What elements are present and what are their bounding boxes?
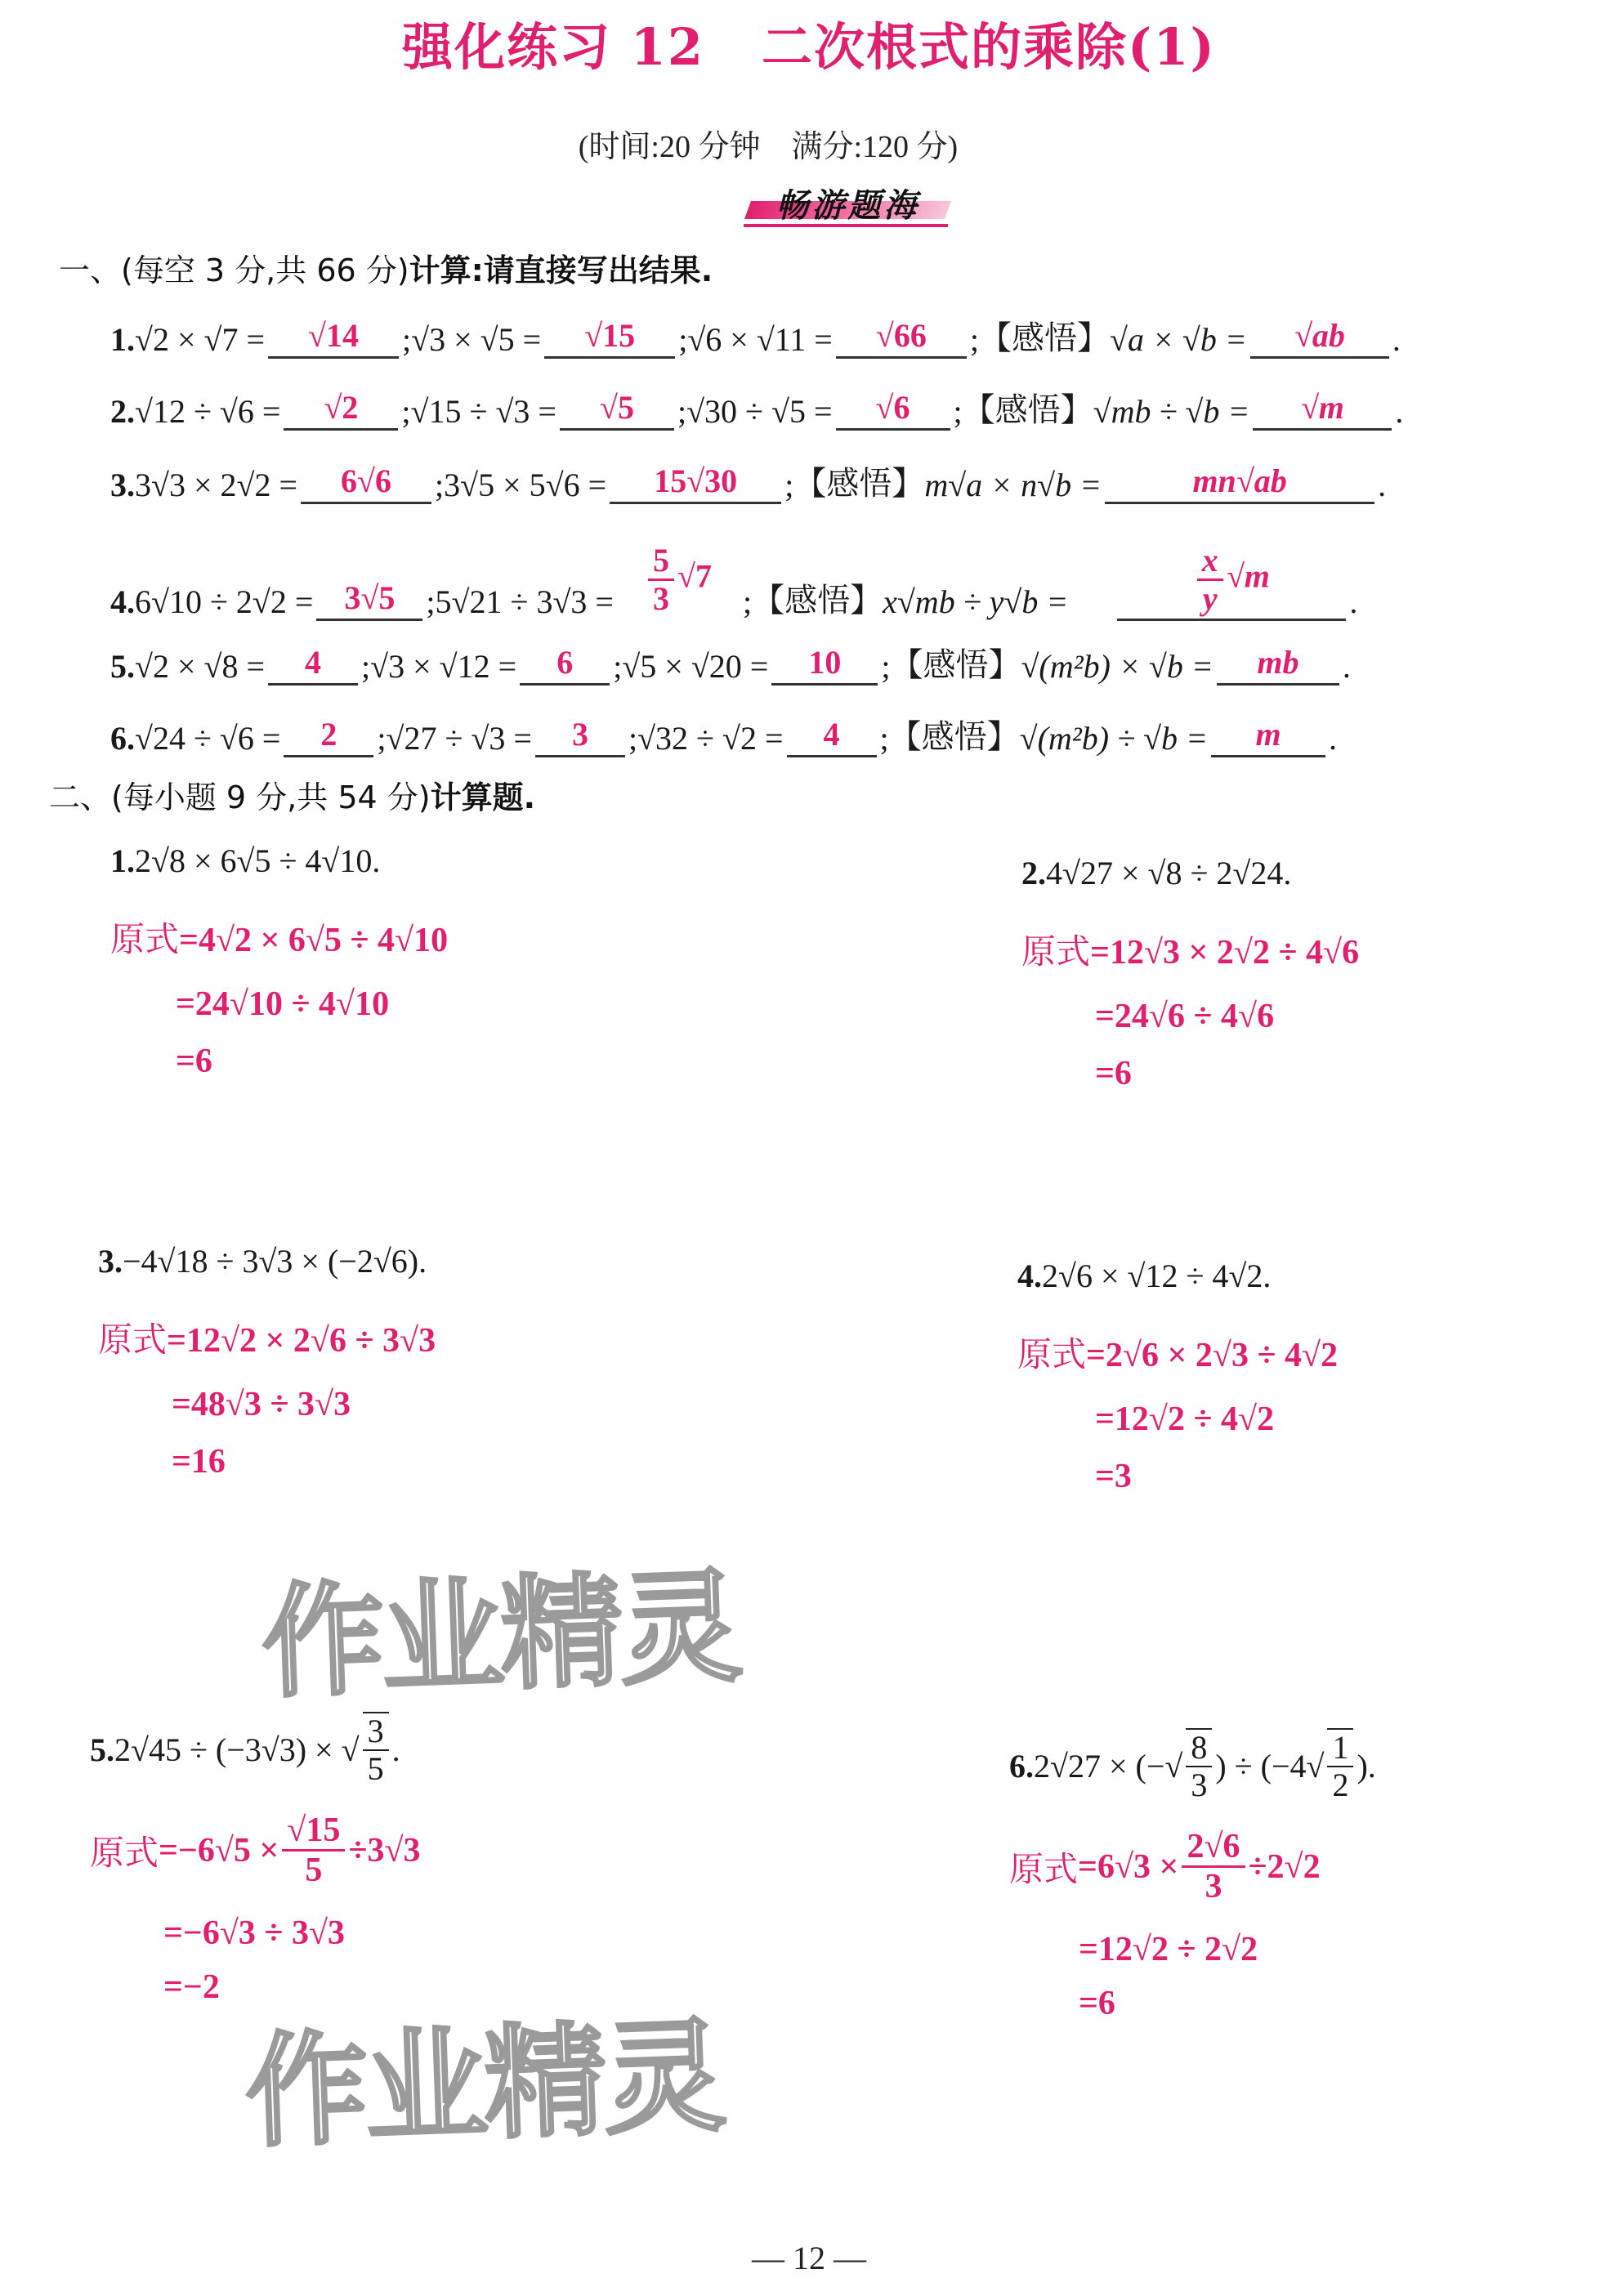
solution-label: 原式 (1009, 1848, 1079, 1889)
title-left: 强化练习 12 (402, 17, 705, 77)
badge-text: 畅游题海 (775, 187, 920, 225)
denominator: 3 (652, 580, 669, 617)
title-right: 二次根式的乘除(1) (762, 17, 1216, 77)
answer-blank[interactable]: √14 (268, 316, 399, 359)
watermark: 作业精灵 (259, 1556, 742, 1716)
expr: √2 × √7 = (135, 321, 266, 358)
denominator: 3 (1205, 1868, 1222, 1906)
expr: √24 ÷ √6 = (135, 720, 281, 757)
answer-blank[interactable]: 6 (520, 643, 610, 686)
problem-expr: 2√45 ÷ (−3√3) × √ (114, 1731, 360, 1768)
insight-expr: x√mb ÷ y√b = (883, 583, 1069, 620)
expr: 3√5 × 5√6 = (444, 467, 607, 503)
problem-6 (1009, 1728, 1376, 2023)
time-info: (时间:20 分钟 满分:120 分) (578, 130, 959, 164)
problem-expr: 2√27 × (−√ (1034, 1747, 1183, 1785)
answer-blank[interactable]: 4 (268, 643, 358, 686)
insight-label: 【感悟】 (793, 465, 925, 503)
numerator: 2√6 (1182, 1828, 1245, 1868)
problem-number: 5. (90, 1731, 114, 1768)
section1-heading-prefix: 一、(每空 3 分,共 66 分) (59, 252, 409, 288)
row-number: 1. (110, 321, 135, 358)
solution-step: =6√3 × (1078, 1847, 1179, 1886)
row-number: 3. (110, 467, 135, 503)
numerator: 8 (1186, 1730, 1212, 1767)
answer-blank[interactable]: √2 (284, 388, 398, 431)
fraction (282, 1811, 345, 1889)
solution-step: =12√2 ÷ 4√2 (1095, 1400, 1275, 1438)
answer-blank[interactable]: 2 (284, 715, 373, 757)
expr: 6√10 ÷ 2√2 = (135, 583, 314, 620)
row-number: 5. (110, 648, 135, 685)
expr: 5√21 ÷ 3√3 = (435, 583, 614, 620)
problem-expr: ) ÷ (−4√ (1215, 1747, 1325, 1785)
answer-blank[interactable]: 10 (771, 643, 878, 686)
expr: √5 × √20 = (622, 648, 769, 685)
section2-heading (49, 772, 535, 817)
problem-expr: 2√8 × 6√5 ÷ 4√10. (135, 842, 381, 879)
problem-number: 2. (1021, 855, 1046, 891)
answer-blank[interactable]: 15√30 (610, 462, 781, 504)
expr: √30 ÷ √5 = (686, 393, 833, 430)
answer-blank[interactable]: 4 (787, 715, 877, 757)
insight-label: 【感悟】 (962, 391, 1093, 429)
denominator: 2 (1332, 1767, 1349, 1803)
fraction (648, 543, 674, 617)
solution-step: =4√2 × 6√5 ÷ 4√10 (179, 922, 449, 959)
expr: √3 × √5 = (411, 321, 542, 358)
solution-step: =24√6 ÷ 4√6 (1095, 998, 1275, 1035)
solution-step: ÷2√2 (1248, 1847, 1321, 1886)
s1-row-1: 1. √2 × √7 = √14 ; √3 × √5 = √15 ; √6 × √11 = √66 ; 【感悟】 √a × √b = √ab . (110, 312, 1401, 359)
problem-1 (110, 842, 448, 1081)
solution-step: =6 (1095, 1055, 1132, 1092)
solution-step: ÷3√3 (348, 1831, 421, 1869)
radical: √7 (677, 557, 712, 595)
numerator: 1 (1327, 1730, 1353, 1767)
fraction (1186, 1728, 1212, 1803)
s1-row-3: 3. 3√3 × 2√2 = 6√6 ; 3√5 × 5√6 = 15√30 ; 【感悟】 m√a × n√b = mn√ab . (110, 458, 1386, 504)
solution-step: =12√3 × 2√2 ÷ 4√6 (1090, 934, 1360, 972)
page-number: — 12 — (752, 2240, 866, 2276)
numerator: 5 (648, 543, 674, 581)
solution-step: =16 (172, 1443, 226, 1481)
s1-row-2: 2. √12 ÷ √6 = √2 ; √15 ÷ √3 = √5 ; √30 ÷ √5 = √6 ; 【感悟】 √mb ÷ √b = √m . (110, 384, 1403, 431)
section1-heading (59, 245, 713, 290)
solution-label: 原式 (110, 919, 180, 959)
insight-answer-blank[interactable]: mb (1217, 643, 1339, 686)
insight-answer-blank[interactable]: mn√ab (1105, 462, 1374, 504)
denominator: y (1202, 580, 1218, 617)
row-number: 2. (110, 393, 135, 430)
insight-label: 【感悟】 (888, 718, 1020, 756)
solution-step: =−6√3 ÷ 3√3 (163, 1914, 346, 1953)
solution-label: 原式 (90, 1832, 159, 1873)
answer-blank[interactable]: √15 (544, 316, 675, 359)
insight-expr: √mb ÷ √b = (1093, 393, 1250, 430)
solution-label: 原式 (98, 1320, 168, 1360)
fraction (1182, 1828, 1245, 1905)
problem-number: 6. (1009, 1747, 1034, 1785)
solution-label: 原式 (1021, 931, 1091, 972)
row-number: 4. (110, 583, 135, 620)
insight-expr: √(m²b) × √b = (1021, 648, 1214, 685)
section-badge (748, 181, 948, 229)
expr: √6 × √11 = (687, 321, 833, 358)
solution-step: =6 (176, 1043, 212, 1080)
solution-step: =3 (1095, 1458, 1132, 1495)
solution-step: =−6√5 × (159, 1831, 279, 1869)
answer-blank[interactable]: √6 (836, 388, 950, 431)
row-number: 6. (110, 720, 135, 757)
denominator: 5 (305, 1852, 323, 1890)
expr: √15 ÷ √3 = (410, 393, 556, 430)
section2-heading-bold: 计算题. (430, 779, 536, 815)
page-title (0, 7, 1618, 79)
solution-step: =12√2 × 2√6 ÷ 3√3 (167, 1322, 436, 1360)
solution-step: =24√10 ÷ 4√10 (176, 985, 390, 1023)
problem-5 (90, 1712, 421, 2007)
insight-answer-blank[interactable] (1117, 543, 1346, 621)
problem-expr: 2√6 × √12 ÷ 4√2. (1042, 1257, 1272, 1294)
insight-answer-blank[interactable]: m (1211, 715, 1325, 757)
radical: √m (1226, 557, 1270, 595)
s1-row-5: 5. √2 × √8 = 4 ; √3 × √12 = 6 ; √5 × √20 = 10 ; 【感悟】 √(m²b) × √b = mb . (110, 639, 1351, 686)
insight-expr: √(m²b) ÷ √b = (1019, 720, 1209, 757)
solution-step: =6 (1079, 1985, 1115, 2023)
s1-row-6: 6. √24 ÷ √6 = 2 ; √27 ÷ √3 = 3 ; √32 ÷ √2 = 4 ; 【感悟】 √(m²b) ÷ √b = m . (110, 711, 1337, 757)
fraction (363, 1712, 389, 1787)
problem-number: 3. (98, 1243, 123, 1280)
solution-label: 原式 (1017, 1334, 1087, 1374)
answer-blank[interactable]: 3√5 (316, 578, 422, 621)
answer-blank[interactable]: 3 (535, 715, 625, 757)
section1-heading-bold: 计算:请直接写出结果. (409, 252, 713, 288)
solution-step: =48√3 ÷ 3√3 (172, 1386, 351, 1423)
expr: √2 × √8 = (135, 648, 266, 685)
problem-expr: −4√18 ÷ 3√3 × (−2√6). (123, 1243, 427, 1280)
problem-expr: 4√27 × √8 ÷ 2√24. (1046, 855, 1292, 891)
fraction (1197, 543, 1223, 617)
problem-3 (98, 1242, 436, 1481)
insight-answer-blank[interactable]: √m (1253, 388, 1392, 431)
solution-step: =12√2 ÷ 2√2 (1079, 1931, 1258, 1969)
numerator: √15 (282, 1811, 345, 1852)
insight-label: 【感悟】 (978, 319, 1110, 357)
watermark: 作业精灵 (243, 2005, 726, 2165)
problem-4 (1017, 1257, 1338, 1496)
problem-2 (1021, 854, 1359, 1093)
expr: 3√3 × 2√2 = (135, 467, 298, 503)
solution-step: =−2 (163, 1968, 220, 2007)
section2-heading-prefix: 二、(每小题 9 分,共 54 分) (49, 779, 431, 815)
expr: √12 ÷ √6 = (135, 393, 281, 430)
fraction (1327, 1728, 1353, 1803)
problem-expr-end: ). (1357, 1747, 1376, 1785)
numerator: 3 (363, 1713, 389, 1751)
expr: √32 ÷ √2 = (637, 720, 784, 757)
denominator: 3 (1191, 1767, 1208, 1803)
insight-expr: m√a × n√b = (924, 467, 1102, 503)
insight-label: 【感悟】 (890, 646, 1021, 684)
answer-blank[interactable]: 6√6 (301, 462, 431, 504)
problem-number: 1. (110, 842, 135, 879)
expr: √27 ÷ √3 = (386, 720, 532, 757)
answer-blank[interactable] (617, 543, 740, 621)
numerator: x (1197, 543, 1223, 581)
expr: √3 × √12 = (370, 648, 517, 685)
problem-expr-end: . (391, 1731, 400, 1768)
insight-label: 【感悟】 (752, 582, 883, 619)
answer-blank[interactable]: √5 (560, 388, 674, 431)
insight-answer-blank[interactable]: √ab (1250, 316, 1389, 359)
problem-number: 4. (1017, 1257, 1042, 1294)
insight-expr: √a × √b = (1109, 321, 1247, 358)
denominator: 5 (367, 1750, 384, 1787)
solution-step: =2√6 × 2√3 ÷ 4√2 (1086, 1337, 1339, 1374)
answer-blank[interactable]: √66 (836, 316, 967, 359)
s1-row-4: 4. 6√10 ÷ 2√2 = 3√5 ; 5√21 ÷ 3√3 = $\frac{5}{3}$ √7 ; 【感悟】 x√mb ÷ y√b = $\frac{x}{y}$ √m . (110, 542, 1358, 620)
